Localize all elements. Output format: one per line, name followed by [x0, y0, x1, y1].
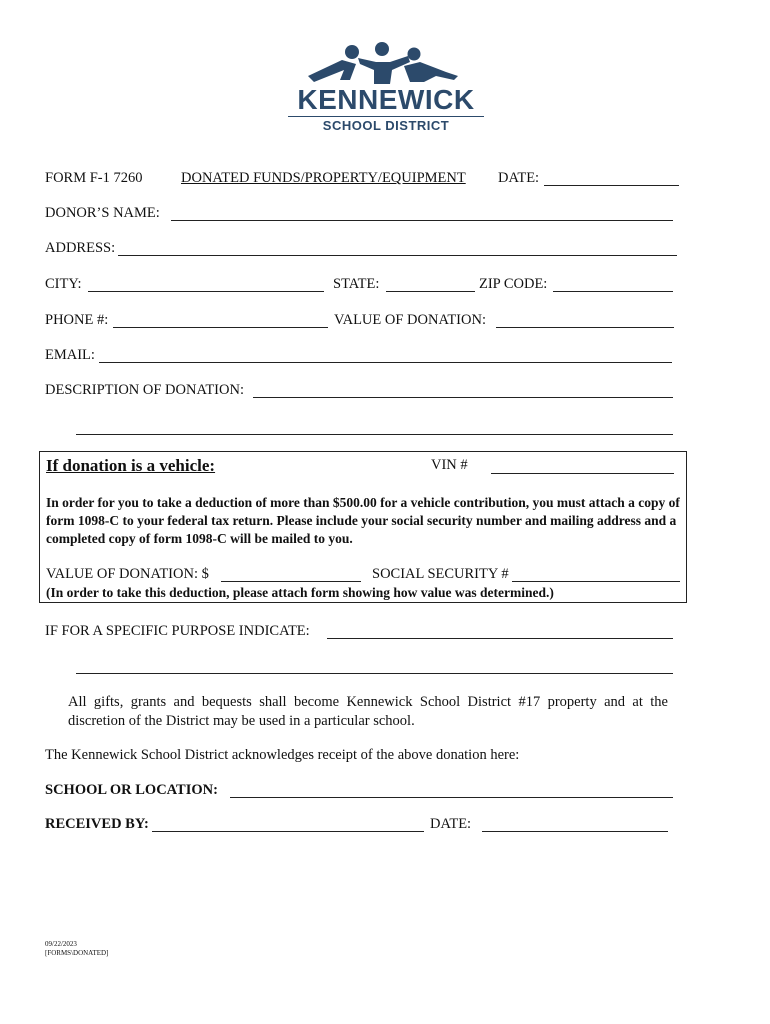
vin-label: VIN # [431, 457, 468, 473]
receipt-date-field[interactable] [482, 831, 668, 832]
phone-label: PHONE #: [45, 312, 109, 328]
form-title: DONATED FUNDS/PROPERTY/EQUIPMENT [181, 170, 466, 186]
vehicle-value-note: (In order to take this deduction, please attach form showing how value was determined.) [46, 585, 554, 600]
gifts-statement: All gifts, grants and bequests shall become Kennewick School District #17 property and at the discretion of the District may be used in a particular school. [68, 694, 668, 729]
form-number: FORM F-1 7260 [45, 170, 143, 186]
address-field[interactable] [118, 255, 677, 256]
logo-rule [288, 116, 484, 117]
logo-name: KENNEWICK [297, 84, 475, 115]
zip-label: ZIP CODE: [479, 276, 548, 292]
date-label: DATE: [498, 170, 540, 186]
city-label: CITY: [45, 276, 82, 292]
district-logo [286, 40, 486, 138]
purpose-label: IF FOR A SPECIFIC PURPOSE INDICATE: [45, 623, 310, 639]
date-field[interactable] [544, 185, 679, 186]
vin-field[interactable] [491, 473, 674, 474]
phone-field[interactable] [113, 327, 328, 328]
email-label: EMAIL: [45, 347, 95, 363]
purpose-field[interactable] [327, 638, 673, 639]
receipt-date-label: DATE: [430, 816, 472, 832]
value-field[interactable] [496, 327, 674, 328]
description-label: DESCRIPTION OF DONATION: [45, 382, 244, 398]
donor-name-label: DONOR’S NAME: [45, 205, 160, 221]
school-location-field[interactable] [230, 797, 673, 798]
acknowledgement: The Kennewick School District acknowledges receipt of the above donation here: [45, 747, 520, 763]
vehicle-title: If donation is a vehicle: [46, 456, 216, 475]
ssn-field[interactable] [512, 581, 680, 582]
vehicle-section [39, 451, 687, 603]
logo-subtitle: SCHOOL DISTRICT [322, 118, 450, 133]
vehicle-value-label: VALUE OF DONATION: $ [46, 566, 209, 582]
footer-path: [FORMS\DONATED] [45, 949, 109, 957]
address-label: ADDRESS: [45, 240, 116, 256]
state-label: STATE: [333, 276, 380, 292]
received-by-field[interactable] [152, 831, 424, 832]
received-by-label: RECEIVED BY: [45, 816, 149, 832]
value-label: VALUE OF DONATION: [334, 312, 486, 328]
vehicle-value-field[interactable] [221, 581, 361, 582]
purpose-field-line-2[interactable] [76, 673, 673, 674]
school-location-label: SCHOOL OR LOCATION: [45, 782, 218, 798]
state-field[interactable] [386, 291, 475, 292]
zip-field[interactable] [553, 291, 673, 292]
people-group-icon [286, 40, 486, 88]
email-field[interactable] [99, 362, 672, 363]
description-field-line-2[interactable] [76, 434, 673, 435]
city-field[interactable] [88, 291, 324, 292]
donor-name-field[interactable] [171, 220, 673, 221]
ssn-label: SOCIAL SECURITY # [372, 566, 509, 582]
vehicle-note: In order for you to take a deduction of more than $500.00 for a vehicle contribution, you must attach a copy of form 1098-C to your federal tax return. Please include your social security number and mailing address and a completed copy of form 1098-C will be mailed to you. [46, 495, 680, 546]
description-field[interactable] [253, 397, 673, 398]
footer-date: 09/22/2023 [45, 940, 77, 948]
